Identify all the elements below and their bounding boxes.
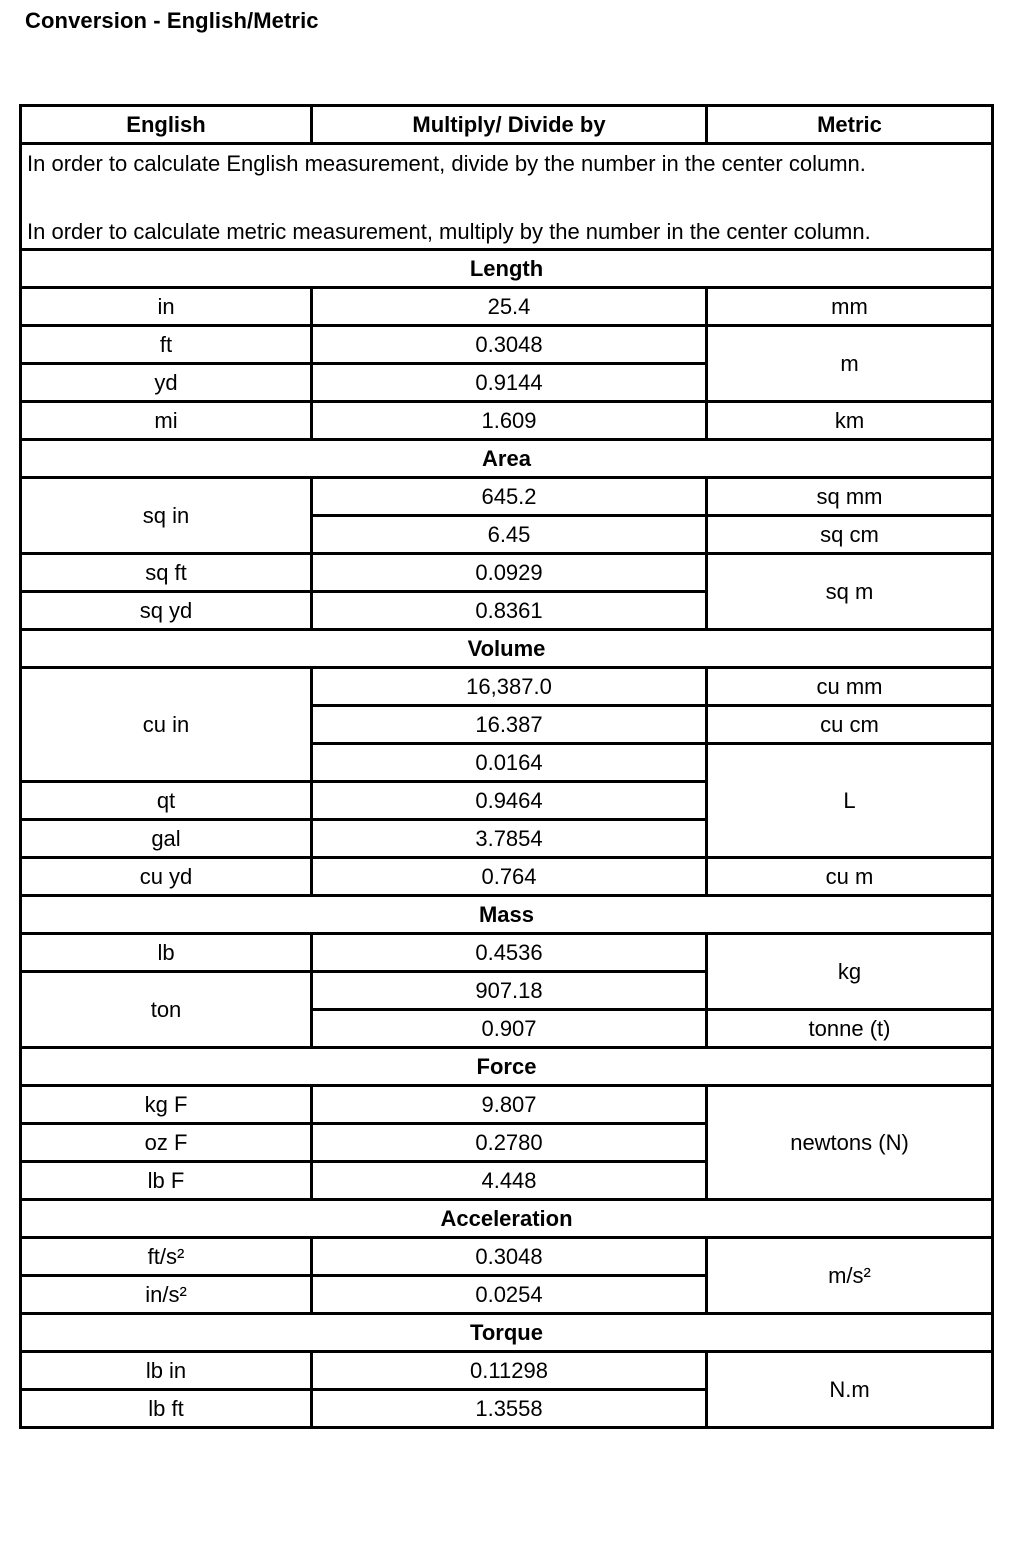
english-unit: sq in bbox=[21, 478, 312, 554]
english-unit: kg F bbox=[21, 1086, 312, 1124]
english-unit: ton bbox=[21, 972, 312, 1048]
english-unit: cu in bbox=[21, 668, 312, 782]
conversion-factor: 0.11298 bbox=[312, 1352, 707, 1390]
table-row bbox=[21, 934, 993, 972]
conversion-factor: 0.2780 bbox=[312, 1124, 707, 1162]
english-unit: in/s² bbox=[21, 1276, 312, 1314]
section-title-force: Force bbox=[21, 1048, 993, 1086]
metric-unit: L bbox=[707, 744, 993, 858]
section-title-area: Area bbox=[21, 440, 993, 478]
header-factor: Multiply/ Divide by bbox=[312, 106, 707, 144]
conversion-factor: 1.3558 bbox=[312, 1390, 707, 1428]
conversion-factor: 0.3048 bbox=[312, 326, 707, 364]
conversion-factor: 16,387.0 bbox=[312, 668, 707, 706]
section-title-acceleration: Acceleration bbox=[21, 1200, 993, 1238]
metric-unit: mm bbox=[707, 288, 993, 326]
metric-unit: sq m bbox=[707, 554, 993, 630]
metric-unit: cu mm bbox=[707, 668, 993, 706]
metric-unit: m/s² bbox=[707, 1238, 993, 1314]
metric-unit: N.m bbox=[707, 1352, 993, 1428]
english-unit: gal bbox=[21, 820, 312, 858]
section-row-area bbox=[21, 440, 993, 478]
conversion-factor: 0.8361 bbox=[312, 592, 707, 630]
english-unit: sq yd bbox=[21, 592, 312, 630]
table-row bbox=[21, 1238, 993, 1276]
metric-unit: m bbox=[707, 326, 993, 402]
instruction-metric: In order to calculate metric measurement, multiply by the number in the center column. bbox=[27, 219, 871, 244]
instruction-english: In order to calculate English measurement, divide by the number in the center column. bbox=[27, 151, 866, 176]
conversion-factor: 0.3048 bbox=[312, 1238, 707, 1276]
table-row bbox=[21, 1086, 993, 1124]
section-row-torque bbox=[21, 1314, 993, 1352]
english-unit: in bbox=[21, 288, 312, 326]
english-unit: yd bbox=[21, 364, 312, 402]
metric-unit: tonne (t) bbox=[707, 1010, 993, 1048]
section-title-volume: Volume bbox=[21, 630, 993, 668]
section-row-force bbox=[21, 1048, 993, 1086]
table-row bbox=[21, 858, 993, 896]
conversion-table bbox=[19, 104, 994, 1429]
conversion-factor: 0.9464 bbox=[312, 782, 707, 820]
english-unit: lb bbox=[21, 934, 312, 972]
metric-unit: sq mm bbox=[707, 478, 993, 516]
section-title-torque: Torque bbox=[21, 1314, 993, 1352]
english-unit: lb F bbox=[21, 1162, 312, 1200]
english-unit: sq ft bbox=[21, 554, 312, 592]
conversion-factor: 4.448 bbox=[312, 1162, 707, 1200]
english-unit: cu yd bbox=[21, 858, 312, 896]
header-row bbox=[21, 106, 993, 144]
instructions-row bbox=[21, 144, 993, 250]
english-unit: ft bbox=[21, 326, 312, 364]
conversion-factor: 0.0929 bbox=[312, 554, 707, 592]
section-row-volume bbox=[21, 630, 993, 668]
conversion-factor: 16.387 bbox=[312, 706, 707, 744]
conversion-factor: 3.7854 bbox=[312, 820, 707, 858]
section-row-mass bbox=[21, 896, 993, 934]
conversion-factor: 0.0164 bbox=[312, 744, 707, 782]
conversion-factor: 0.764 bbox=[312, 858, 707, 896]
conversion-factor: 9.807 bbox=[312, 1086, 707, 1124]
english-unit: oz F bbox=[21, 1124, 312, 1162]
section-row-length bbox=[21, 250, 993, 288]
metric-unit: cu cm bbox=[707, 706, 993, 744]
metric-unit: kg bbox=[707, 934, 993, 1010]
section-title-mass: Mass bbox=[21, 896, 993, 934]
table-row bbox=[21, 288, 993, 326]
conversion-factor: 0.4536 bbox=[312, 934, 707, 972]
english-unit: ft/s² bbox=[21, 1238, 312, 1276]
conversion-factor: 0.907 bbox=[312, 1010, 707, 1048]
conversion-factor: 25.4 bbox=[312, 288, 707, 326]
metric-unit: cu m bbox=[707, 858, 993, 896]
conversion-factor: 0.0254 bbox=[312, 1276, 707, 1314]
conversion-factor: 645.2 bbox=[312, 478, 707, 516]
instructions-cell bbox=[21, 144, 993, 250]
english-unit: lb ft bbox=[21, 1390, 312, 1428]
header-english: English bbox=[21, 106, 312, 144]
section-title-length: Length bbox=[21, 250, 993, 288]
metric-unit: newtons (N) bbox=[707, 1086, 993, 1200]
header-metric: Metric bbox=[707, 106, 993, 144]
table-row bbox=[21, 402, 993, 440]
english-unit: mi bbox=[21, 402, 312, 440]
table-row bbox=[21, 478, 993, 516]
table-row bbox=[21, 1352, 993, 1390]
conversion-factor: 1.609 bbox=[312, 402, 707, 440]
section-row-acceleration bbox=[21, 1200, 993, 1238]
table-row bbox=[21, 554, 993, 592]
english-unit: lb in bbox=[21, 1352, 312, 1390]
conversion-factor: 6.45 bbox=[312, 516, 707, 554]
conversion-factor: 907.18 bbox=[312, 972, 707, 1010]
conversion-factor: 0.9144 bbox=[312, 364, 707, 402]
metric-unit: sq cm bbox=[707, 516, 993, 554]
page-title: Conversion - English/Metric bbox=[25, 8, 319, 33]
table-row bbox=[21, 326, 993, 364]
metric-unit: km bbox=[707, 402, 993, 440]
english-unit: qt bbox=[21, 782, 312, 820]
table-row bbox=[21, 668, 993, 706]
